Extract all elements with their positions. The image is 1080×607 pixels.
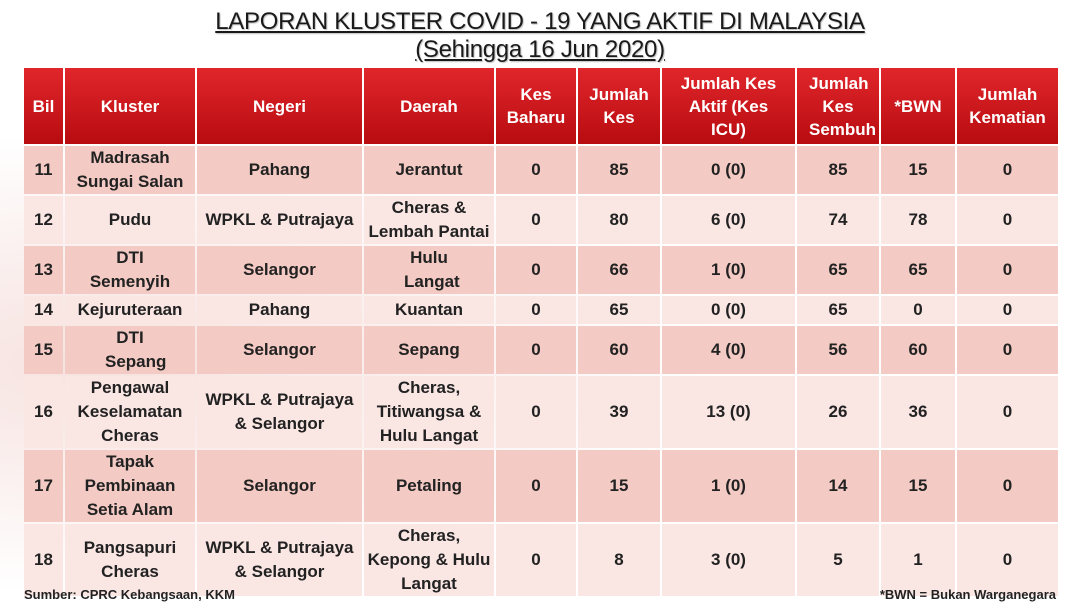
cell-kematian: 0	[957, 196, 1058, 244]
bwn-footnote: *BWN = Bukan Warganegara	[879, 587, 1056, 602]
cell-baharu: 0	[496, 196, 576, 244]
cell-baharu: 0	[496, 146, 576, 194]
cell-sembuh: 14	[797, 450, 879, 522]
cell-sembuh: 74	[797, 196, 879, 244]
cell-aktif: 0 (0)	[662, 146, 795, 194]
cell-kematian: 0	[957, 376, 1058, 448]
cell-sembuh: 5	[797, 524, 879, 596]
cell-kluster: Tapak Pembinaan Setia Alam	[65, 450, 195, 522]
cell-bwn: 1	[881, 524, 955, 596]
cell-jumlah: 8	[578, 524, 660, 596]
table-row	[24, 196, 1058, 244]
cell-kematian: 0	[957, 450, 1058, 522]
cell-bil: 12	[24, 196, 63, 244]
cell-bil: 18	[24, 524, 63, 596]
cell-kluster: Pudu	[65, 196, 195, 244]
cluster-table	[22, 66, 1060, 598]
cell-aktif: 6 (0)	[662, 196, 795, 244]
cell-kluster: Madrasah Sungai Salan	[65, 146, 195, 194]
cell-bwn: 78	[881, 196, 955, 244]
cell-sembuh: 26	[797, 376, 879, 448]
cell-baharu: 0	[496, 524, 576, 596]
source-note: Sumber: CPRC Kebangsaan, KKM	[24, 587, 235, 602]
header-bil: Bil	[24, 68, 63, 144]
cell-negeri: WPKL & Putrajaya	[197, 196, 362, 244]
header-kes-baharu: Kes Baharu	[496, 68, 576, 144]
cell-bwn: 36	[881, 376, 955, 448]
cell-kematian: 0	[957, 524, 1058, 596]
cell-aktif: 1 (0)	[662, 246, 795, 294]
cell-jumlah: 66	[578, 246, 660, 294]
cell-negeri: Selangor	[197, 246, 362, 294]
header-daerah: Daerah	[364, 68, 494, 144]
cell-baharu: 0	[496, 246, 576, 294]
header-jumlah-kes-sembuh: Jumlah Kes Sembuh	[797, 68, 879, 144]
header-negeri: Negeri	[197, 68, 362, 144]
cell-kluster: DTI Semenyih	[65, 246, 195, 294]
cell-aktif: 3 (0)	[662, 524, 795, 596]
cell-bwn: 0	[881, 296, 955, 324]
cell-negeri: Pahang	[197, 146, 362, 194]
header-bwn: *BWN	[881, 68, 955, 144]
cell-jumlah: 65	[578, 296, 660, 324]
cell-sembuh: 85	[797, 146, 879, 194]
cell-kluster: Pangsapuri Cheras	[65, 524, 195, 596]
cell-sembuh: 65	[797, 246, 879, 294]
cell-bwn: 15	[881, 146, 955, 194]
table-row	[24, 296, 1058, 324]
cell-baharu: 0	[496, 296, 576, 324]
cell-baharu: 0	[496, 376, 576, 448]
cell-bil: 16	[24, 376, 63, 448]
cell-negeri: Pahang	[197, 296, 362, 324]
cell-aktif: 1 (0)	[662, 450, 795, 522]
cell-daerah: Kuantan	[364, 296, 494, 324]
table-row	[24, 450, 1058, 522]
cell-negeri: Selangor	[197, 326, 362, 374]
cell-kluster: DTI Sepang	[65, 326, 195, 374]
cell-bil: 15	[24, 326, 63, 374]
cell-daerah: Sepang	[364, 326, 494, 374]
cell-bwn: 65	[881, 246, 955, 294]
cell-kematian: 0	[957, 326, 1058, 374]
cell-sembuh: 65	[797, 296, 879, 324]
cell-aktif: 13 (0)	[662, 376, 795, 448]
cell-jumlah: 85	[578, 146, 660, 194]
cell-daerah: Hulu Langat	[364, 246, 494, 294]
cell-negeri: WPKL & Putrajaya & Selangor	[197, 376, 362, 448]
cell-daerah: Cheras, Titiwangsa & Hulu Langat	[364, 376, 494, 448]
cell-baharu: 0	[496, 450, 576, 522]
cell-jumlah: 60	[578, 326, 660, 374]
cell-negeri: WPKL & Putrajaya & Selangor	[197, 524, 362, 596]
cell-negeri: Selangor	[197, 450, 362, 522]
table-row	[24, 246, 1058, 294]
cell-kluster: Pengawal Keselamatan Cheras	[65, 376, 195, 448]
cell-daerah: Jerantut	[364, 146, 494, 194]
cell-kluster: Kejuruteraan	[65, 296, 195, 324]
cell-bil: 17	[24, 450, 63, 522]
cell-kematian: 0	[957, 146, 1058, 194]
cell-bwn: 60	[881, 326, 955, 374]
table-header-row	[24, 68, 1058, 144]
title-line-1: LAPORAN KLUSTER COVID - 19 YANG AKTIF DI MALAYSIA	[215, 8, 865, 35]
cell-bil: 11	[24, 146, 63, 194]
table-row	[24, 326, 1058, 374]
cell-daerah: Petaling	[364, 450, 494, 522]
table-row	[24, 376, 1058, 448]
header-jumlah-kes: Jumlah Kes	[578, 68, 660, 144]
table-row	[24, 524, 1058, 596]
header-kluster: Kluster	[65, 68, 195, 144]
header-jumlah-kes-aktif: Jumlah Kes Aktif (Kes ICU)	[662, 68, 795, 144]
cell-baharu: 0	[496, 326, 576, 374]
cell-sembuh: 56	[797, 326, 879, 374]
cell-bil: 14	[24, 296, 63, 324]
cell-bwn: 15	[881, 450, 955, 522]
cell-daerah: Cheras & Lembah Pantai	[364, 196, 494, 244]
cell-jumlah: 15	[578, 450, 660, 522]
table-row	[24, 146, 1058, 194]
cell-bil: 13	[24, 246, 63, 294]
title-line-2: (Sehingga 16 Jun 2020)	[415, 36, 665, 63]
report-title	[0, 8, 1080, 64]
cell-aktif: 4 (0)	[662, 326, 795, 374]
header-jumlah-kematian: Jumlah Kematian	[957, 68, 1058, 144]
cell-jumlah: 80	[578, 196, 660, 244]
cell-aktif: 0 (0)	[662, 296, 795, 324]
cell-daerah: Cheras, Kepong & Hulu Langat	[364, 524, 494, 596]
cell-kematian: 0	[957, 246, 1058, 294]
cell-kematian: 0	[957, 296, 1058, 324]
cell-jumlah: 39	[578, 376, 660, 448]
